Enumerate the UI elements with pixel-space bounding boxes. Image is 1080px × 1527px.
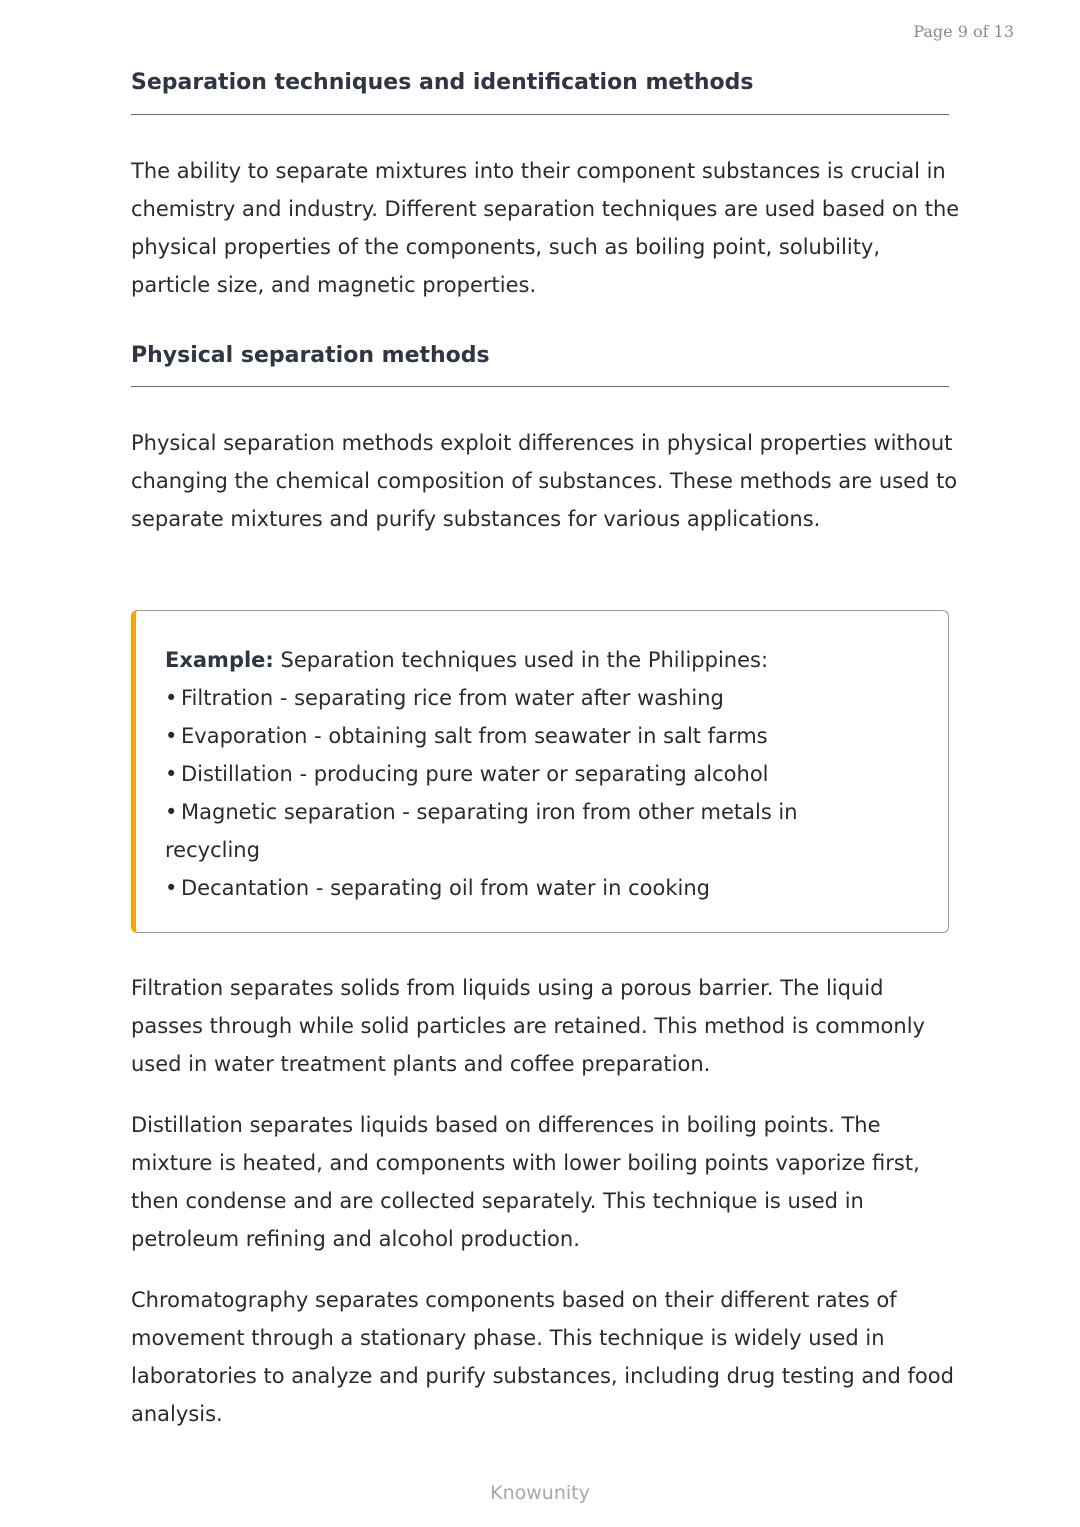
filtration-paragraph-block (131, 969, 961, 1083)
subheading-divider (131, 386, 949, 387)
heading-divider (131, 114, 949, 115)
example-item-continuation: recycling (165, 838, 260, 862)
distillation-paragraph-block (131, 1106, 961, 1258)
example-item-text: Magnetic separation - separating iron from other metals in (181, 800, 798, 824)
example-item-text: Decantation - separating oil from water in cooking (181, 876, 710, 900)
filtration-paragraph: Filtration separates solids from liquids using a porous barrier. The liquid passes through while solid particles are retained. This method is commonly used in water treatment plants and coffee preparation. (131, 976, 925, 1076)
bullet-icon: • (165, 724, 178, 748)
intro-paragraph-block (131, 152, 961, 304)
example-item (165, 793, 925, 831)
chromatography-paragraph: Chromatography separates components based on their different rates of movement through a stationary phase. This technique is widely used in laboratories to analyze and purify substances, including drug testing and food analysis. (131, 1288, 954, 1426)
example-callout (131, 610, 949, 933)
section-heading: Separation techniques and identification methods (131, 70, 754, 95)
subsection-heading: Physical separation methods (131, 343, 490, 368)
example-item-text: Filtration - separating rice from water after washing (181, 686, 724, 710)
example-header (165, 641, 925, 679)
example-item (165, 717, 925, 755)
bullet-icon: • (165, 686, 178, 710)
distillation-paragraph: Distillation separates liquids based on differences in boiling points. The mixture is heated, and components with lower boiling points vaporize first, then condense and are collected separately. This technique is used in petroleum refining and alcohol production. (131, 1113, 920, 1251)
bullet-icon: • (165, 762, 178, 786)
bullet-icon: • (165, 876, 178, 900)
example-content (165, 641, 925, 907)
bullet-icon: • (165, 800, 178, 824)
example-item (165, 869, 925, 907)
page-number: Page 9 of 13 (913, 22, 1014, 41)
example-label: Example: (165, 648, 274, 672)
physical-paragraph: Physical separation methods exploit differences in physical properties without changing the chemical composition of substances. These methods are used to separate mixtures and purify substances for various applications. (131, 431, 958, 531)
footer-brand: Knowunity (490, 1482, 590, 1504)
chromatography-paragraph-block (131, 1281, 961, 1433)
example-item (165, 679, 925, 717)
example-item-text: Evaporation - obtaining salt from seawater in salt farms (181, 724, 768, 748)
example-item (165, 755, 925, 793)
physical-paragraph-block (131, 424, 961, 538)
intro-paragraph: The ability to separate mixtures into their component substances is crucial in chemistry and industry. Different separation techniques are used based on the physical properties of the components, such as boiling point, solubility, particle size, and magnetic properties. (131, 159, 960, 297)
example-title: Separation techniques used in the Philippines: (273, 648, 769, 672)
example-item-text: Distillation - producing pure water or separating alcohol (181, 762, 769, 786)
